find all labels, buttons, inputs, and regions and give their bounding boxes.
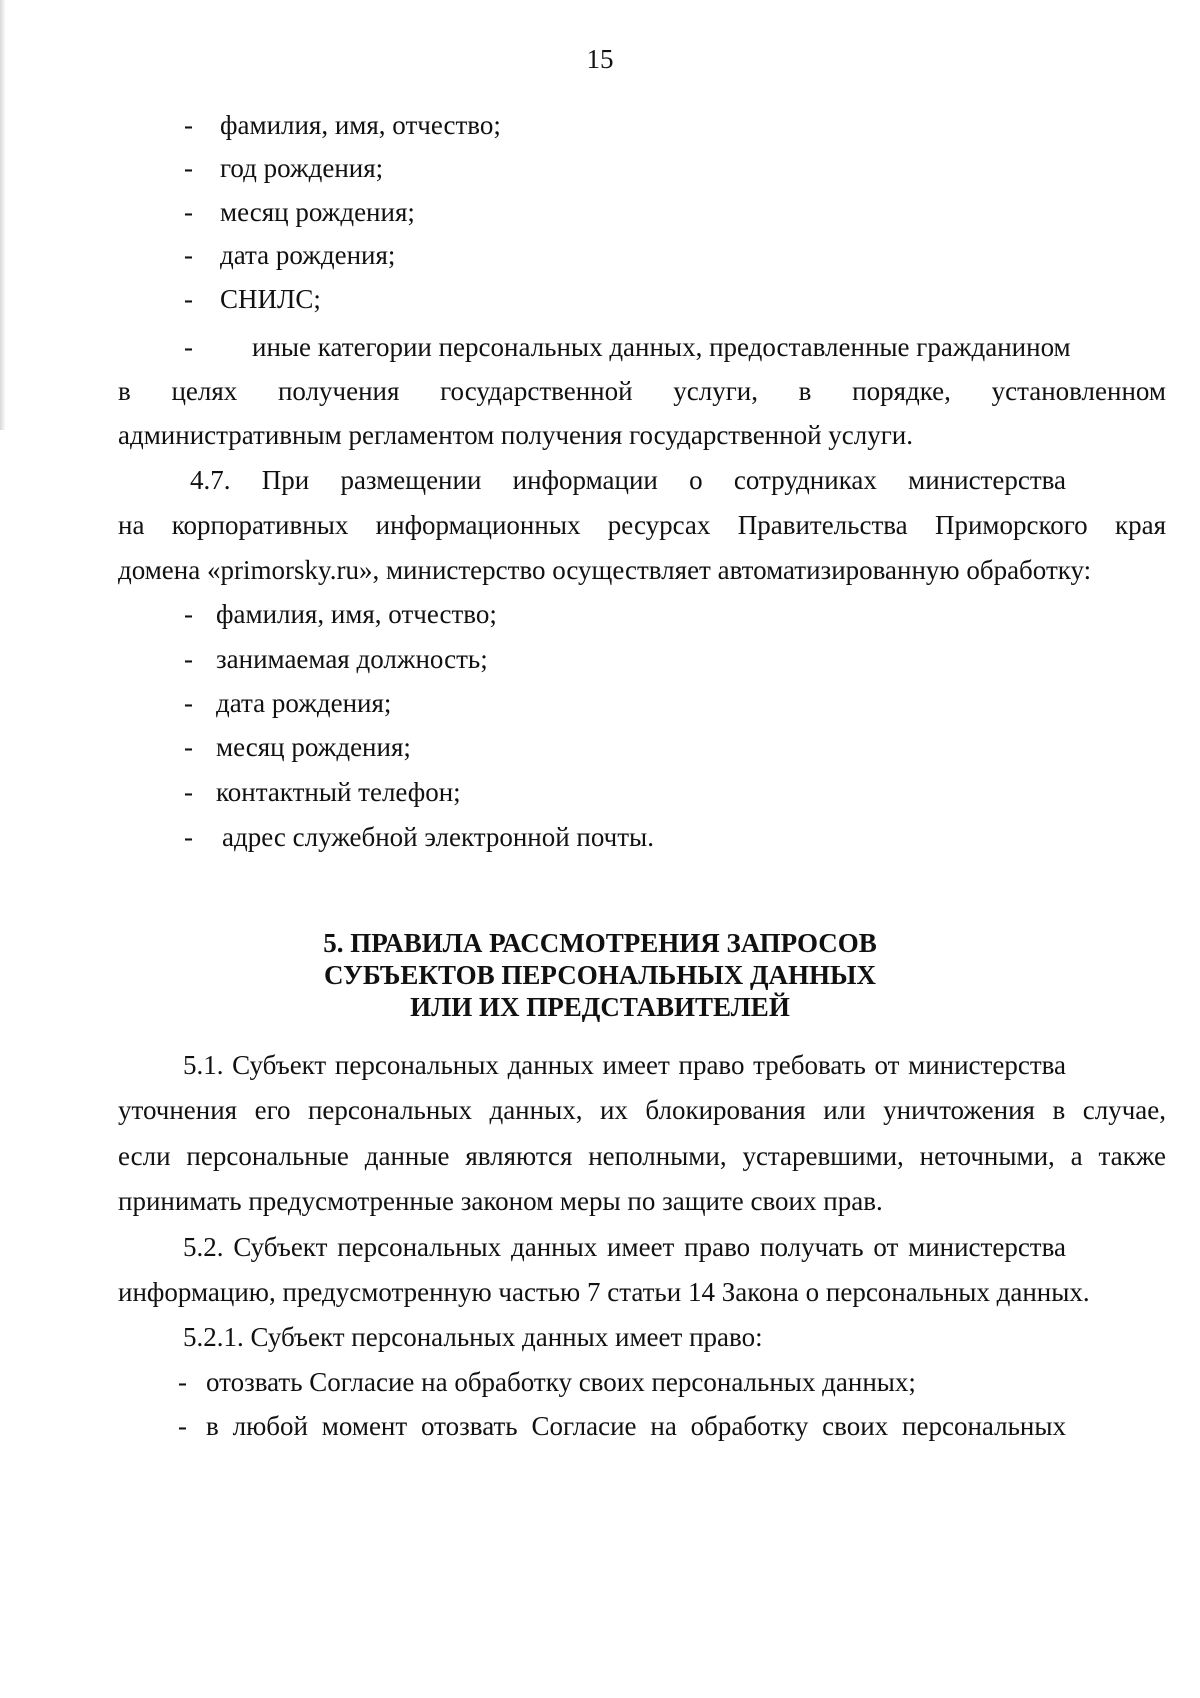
paragraph-line: иные категории персональных данных, предоставленные гражданином — [252, 332, 1071, 362]
paragraph-line: домена «primorsky.ru», министерство осуществляет автоматизированную обработку: — [118, 555, 1092, 585]
list-item: дата рождения; — [216, 688, 392, 718]
list-item: контактный телефон; — [216, 777, 461, 807]
paragraph-line: 4.7. При размещении информации о сотрудниках министерства — [190, 465, 1066, 495]
paragraph-line: принимать предусмотренные законом меры по защите своих прав. — [118, 1186, 883, 1216]
list-item: отозвать Согласие на обработку своих персональных данных; — [206, 1367, 916, 1397]
list-item: дата рождения; — [220, 240, 396, 270]
paragraph-line: 5.2. Субъект персональных данных имеет право получать от министерства — [183, 1232, 1066, 1262]
list-dash: - — [184, 153, 193, 183]
list-dash: - — [178, 1411, 187, 1441]
list-dash: - — [178, 1367, 187, 1397]
paragraph-line: 5.2.1. Субъект персональных данных имеет право: — [183, 1322, 763, 1352]
paragraph-line: на корпоративных информационных ресурсах Правительства Приморского края — [118, 510, 1166, 540]
list-dash: - — [184, 777, 193, 807]
list-item: месяц рождения; — [216, 732, 411, 762]
page-number: 15 — [586, 44, 614, 74]
list-dash: - — [184, 644, 193, 674]
list-item: адрес служебной электронной почты. — [222, 822, 654, 852]
list-dash: - — [184, 284, 193, 314]
list-dash: - — [184, 599, 193, 629]
list-item: занимаемая должность; — [216, 644, 488, 674]
list-dash: - — [184, 197, 193, 227]
list-dash: - — [184, 688, 193, 718]
paragraph-line: информацию, предусмотренную частью 7 статьи 14 Закона о персональных данных. — [118, 1277, 1090, 1307]
section-heading-line: ИЛИ ИХ ПРЕДСТАВИТЕЛЕЙ — [410, 992, 790, 1022]
section-heading-line: 5. ПРАВИЛА РАССМОТРЕНИЯ ЗАПРОСОВ — [323, 928, 877, 958]
list-item: фамилия, имя, отчество; — [220, 110, 501, 140]
paragraph-line: административным регламентом получения государственной услуги. — [118, 420, 914, 450]
section-heading-line: СУБЪЕКТОВ ПЕРСОНАЛЬНЫХ ДАННЫХ — [323, 960, 877, 990]
paragraph-line: в целях получения государственной услуги, в порядке, установленном — [118, 376, 1166, 406]
paragraph-line: уточнения его персональных данных, их блокирования или уничтожения в случае, — [118, 1095, 1166, 1125]
paragraph-line: 5.1. Субъект персональных данных имеет право требовать от министерства — [183, 1050, 1066, 1080]
list-item: в любой момент отозвать Согласие на обработку своих персональных — [206, 1411, 1066, 1441]
list-dash: - — [184, 732, 193, 762]
list-item: фамилия, имя, отчество; — [216, 599, 497, 629]
list-dash: - — [184, 822, 193, 852]
list-item: год рождения; — [220, 153, 384, 183]
paragraph-line: если персональные данные являются неполными, устаревшими, неточными, а также — [118, 1141, 1166, 1171]
list-dash: - — [184, 332, 193, 362]
list-dash: - — [184, 240, 193, 270]
list-item: СНИЛС; — [220, 284, 321, 314]
list-item: месяц рождения; — [220, 197, 415, 227]
list-dash: - — [184, 110, 193, 140]
